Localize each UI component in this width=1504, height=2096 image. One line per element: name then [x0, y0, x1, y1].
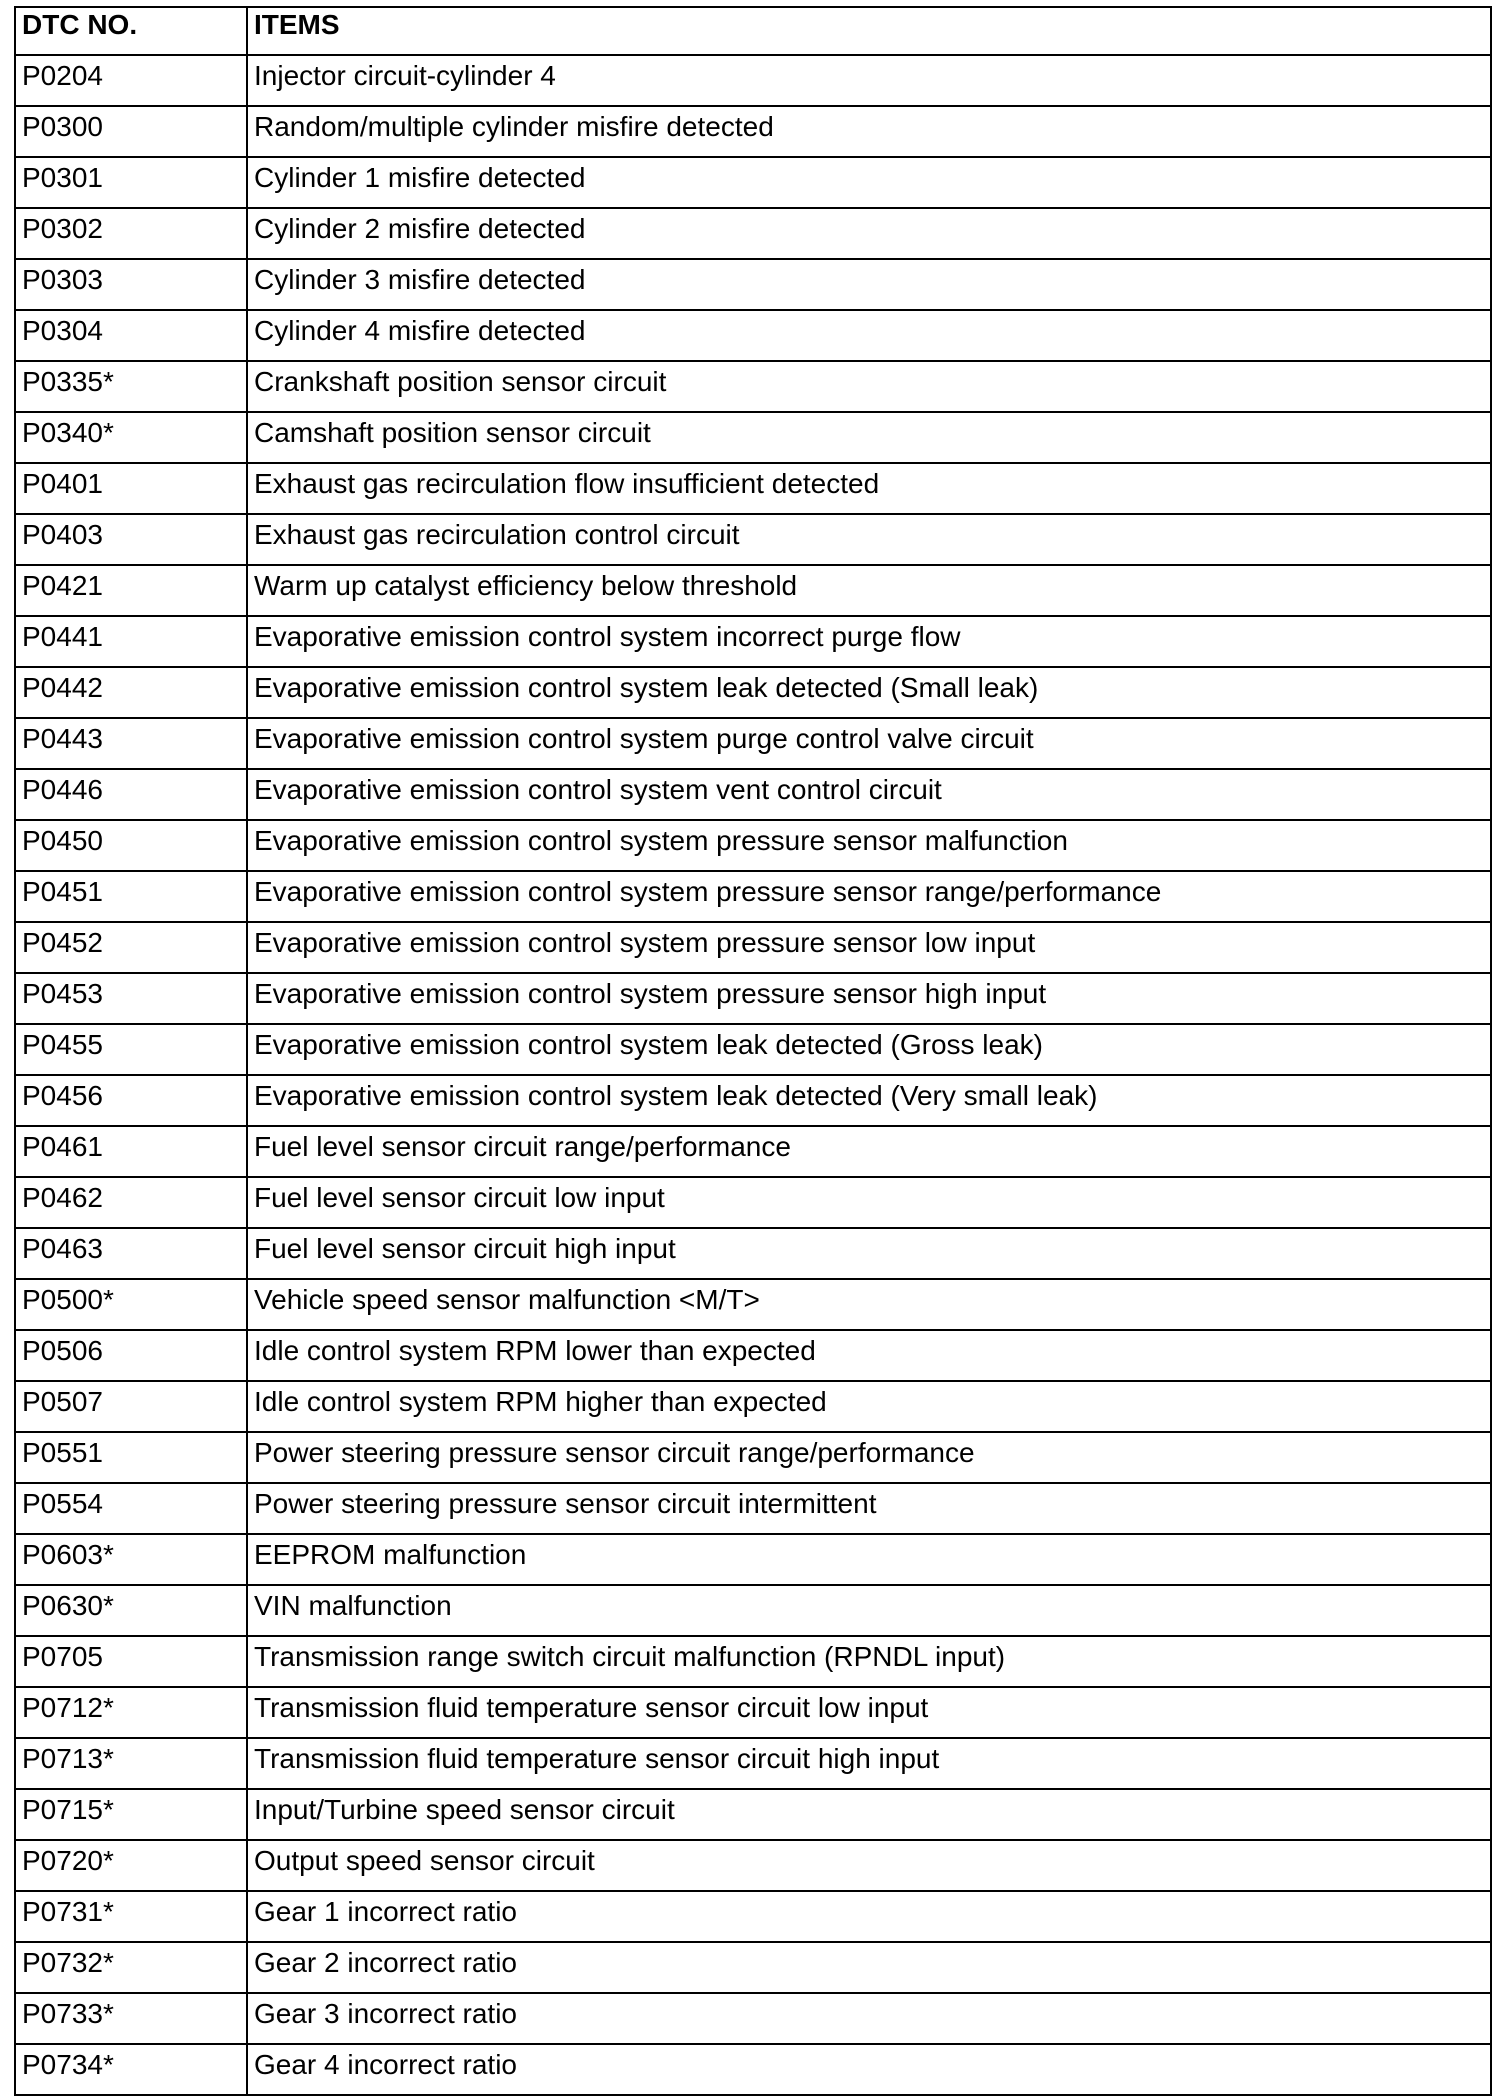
dtc-item-cell: Evaporative emission control system pressure sensor range/performance — [247, 871, 1491, 922]
table-row — [15, 1483, 1491, 1534]
dtc-item-cell: Crankshaft position sensor circuit — [247, 361, 1491, 412]
dtc-item-cell: Evaporative emission control system pressure sensor low input — [247, 922, 1491, 973]
dtc-item-cell: Input/Turbine speed sensor circuit — [247, 1789, 1491, 1840]
dtc-code-cell: P0715* — [15, 1789, 247, 1840]
dtc-item-cell: Power steering pressure sensor circuit intermittent — [247, 1483, 1491, 1534]
dtc-code-cell: P0732* — [15, 1942, 247, 1993]
table-row — [15, 463, 1491, 514]
table-row — [15, 1381, 1491, 1432]
dtc-code-cell: P0204 — [15, 55, 247, 106]
dtc-item-cell: Idle control system RPM higher than expected — [247, 1381, 1491, 1432]
table-row — [15, 1228, 1491, 1279]
dtc-item-cell: Cylinder 2 misfire detected — [247, 208, 1491, 259]
dtc-code-cell: P0506 — [15, 1330, 247, 1381]
table-row — [15, 1432, 1491, 1483]
dtc-item-cell: Warm up catalyst efficiency below threshold — [247, 565, 1491, 616]
table-row — [15, 1942, 1491, 1993]
dtc-code-cell: P0463 — [15, 1228, 247, 1279]
dtc-code-cell: P0455 — [15, 1024, 247, 1075]
dtc-item-cell: Transmission fluid temperature sensor circuit low input — [247, 1687, 1491, 1738]
dtc-item-cell: Vehicle speed sensor malfunction <M/T> — [247, 1279, 1491, 1330]
dtc-code-cell: P0705 — [15, 1636, 247, 1687]
dtc-code-cell: P0462 — [15, 1177, 247, 1228]
dtc-code-cell: P0554 — [15, 1483, 247, 1534]
dtc-code-cell: P0733* — [15, 1993, 247, 2044]
table-row — [15, 412, 1491, 463]
dtc-item-cell: Evaporative emission control system pressure sensor malfunction — [247, 820, 1491, 871]
table-row — [15, 208, 1491, 259]
dtc-code-cell: P0401 — [15, 463, 247, 514]
dtc-item-cell: Cylinder 4 misfire detected — [247, 310, 1491, 361]
table-row — [15, 1687, 1491, 1738]
table-row — [15, 973, 1491, 1024]
dtc-code-cell: P0303 — [15, 259, 247, 310]
table-row — [15, 1789, 1491, 1840]
dtc-code-cell: P0340* — [15, 412, 247, 463]
table-row — [15, 106, 1491, 157]
table-row — [15, 1177, 1491, 1228]
dtc-code-cell: P0300 — [15, 106, 247, 157]
table-header-row — [15, 7, 1491, 55]
dtc-item-cell: Gear 1 incorrect ratio — [247, 1891, 1491, 1942]
dtc-item-cell: Fuel level sensor circuit range/performance — [247, 1126, 1491, 1177]
table-row — [15, 1126, 1491, 1177]
table-row — [15, 871, 1491, 922]
dtc-code-cell: P0421 — [15, 565, 247, 616]
dtc-item-cell: VIN malfunction — [247, 1585, 1491, 1636]
dtc-code-cell: P0442 — [15, 667, 247, 718]
table-row — [15, 1891, 1491, 1942]
dtc-item-cell: Idle control system RPM lower than expected — [247, 1330, 1491, 1381]
dtc-code-cell: P0720* — [15, 1840, 247, 1891]
dtc-item-cell: Fuel level sensor circuit low input — [247, 1177, 1491, 1228]
dtc-code-cell: P0731* — [15, 1891, 247, 1942]
table-row — [15, 157, 1491, 208]
dtc-code-cell: P0451 — [15, 871, 247, 922]
dtc-table — [14, 6, 1492, 2096]
dtc-item-cell: Random/multiple cylinder misfire detected — [247, 106, 1491, 157]
dtc-code-cell: P0456 — [15, 1075, 247, 1126]
table-row — [15, 1330, 1491, 1381]
dtc-item-cell: Evaporative emission control system leak detected (Gross leak) — [247, 1024, 1491, 1075]
table-row — [15, 1840, 1491, 1891]
table-row — [15, 1636, 1491, 1687]
table-row — [15, 1993, 1491, 2044]
table-row — [15, 1585, 1491, 1636]
dtc-code-cell: P0450 — [15, 820, 247, 871]
dtc-item-cell: Exhaust gas recirculation flow insufficient detected — [247, 463, 1491, 514]
table-row — [15, 55, 1491, 106]
dtc-code-cell: P0446 — [15, 769, 247, 820]
table-row — [15, 1279, 1491, 1330]
dtc-code-cell: P0335* — [15, 361, 247, 412]
dtc-code-cell: P0500* — [15, 1279, 247, 1330]
table-row — [15, 1024, 1491, 1075]
dtc-code-cell: P0302 — [15, 208, 247, 259]
table-row — [15, 259, 1491, 310]
table-row — [15, 820, 1491, 871]
table-row — [15, 1738, 1491, 1789]
dtc-code-cell: P0301 — [15, 157, 247, 208]
dtc-item-cell: Cylinder 1 misfire detected — [247, 157, 1491, 208]
dtc-code-cell: P0443 — [15, 718, 247, 769]
dtc-code-cell: P0713* — [15, 1738, 247, 1789]
dtc-code-cell: P0304 — [15, 310, 247, 361]
dtc-item-cell: Evaporative emission control system incorrect purge flow — [247, 616, 1491, 667]
table-row — [15, 922, 1491, 973]
dtc-item-cell: Transmission range switch circuit malfunction (RPNDL input) — [247, 1636, 1491, 1687]
dtc-item-cell: Evaporative emission control system leak detected (Very small leak) — [247, 1075, 1491, 1126]
dtc-item-cell: Transmission fluid temperature sensor circuit high input — [247, 1738, 1491, 1789]
dtc-code-cell: P0507 — [15, 1381, 247, 1432]
dtc-item-cell: Camshaft position sensor circuit — [247, 412, 1491, 463]
dtc-item-cell: EEPROM malfunction — [247, 1534, 1491, 1585]
table-row — [15, 769, 1491, 820]
dtc-code-cell: P0630* — [15, 1585, 247, 1636]
dtc-item-cell: Evaporative emission control system purge control valve circuit — [247, 718, 1491, 769]
header-items: ITEMS — [247, 7, 1491, 55]
table-row — [15, 667, 1491, 718]
table-row — [15, 718, 1491, 769]
table-row — [15, 565, 1491, 616]
dtc-item-cell: Output speed sensor circuit — [247, 1840, 1491, 1891]
table-row — [15, 1075, 1491, 1126]
table-row — [15, 361, 1491, 412]
dtc-code-cell: P0461 — [15, 1126, 247, 1177]
dtc-item-cell: Evaporative emission control system pressure sensor high input — [247, 973, 1491, 1024]
dtc-code-cell: P0403 — [15, 514, 247, 565]
dtc-item-cell: Evaporative emission control system vent control circuit — [247, 769, 1491, 820]
dtc-item-cell: Power steering pressure sensor circuit range/performance — [247, 1432, 1491, 1483]
dtc-item-cell: Exhaust gas recirculation control circuit — [247, 514, 1491, 565]
header-dtc-no: DTC NO. — [15, 7, 247, 55]
dtc-code-cell: P0551 — [15, 1432, 247, 1483]
table-row — [15, 310, 1491, 361]
dtc-item-cell: Gear 3 incorrect ratio — [247, 1993, 1491, 2044]
dtc-code-cell: P0603* — [15, 1534, 247, 1585]
table-row — [15, 616, 1491, 667]
table-row — [15, 2044, 1491, 2095]
dtc-code-cell: P0441 — [15, 616, 247, 667]
table-row — [15, 514, 1491, 565]
dtc-code-cell: P0453 — [15, 973, 247, 1024]
dtc-item-cell: Evaporative emission control system leak detected (Small leak) — [247, 667, 1491, 718]
dtc-code-cell: P0452 — [15, 922, 247, 973]
table-body — [15, 55, 1491, 2095]
table-row — [15, 1534, 1491, 1585]
dtc-code-cell: P0712* — [15, 1687, 247, 1738]
dtc-code-cell: P0734* — [15, 2044, 247, 2095]
dtc-item-cell: Fuel level sensor circuit high input — [247, 1228, 1491, 1279]
dtc-item-cell: Cylinder 3 misfire detected — [247, 259, 1491, 310]
dtc-item-cell: Gear 2 incorrect ratio — [247, 1942, 1491, 1993]
dtc-item-cell: Gear 4 incorrect ratio — [247, 2044, 1491, 2095]
dtc-item-cell: Injector circuit-cylinder 4 — [247, 55, 1491, 106]
